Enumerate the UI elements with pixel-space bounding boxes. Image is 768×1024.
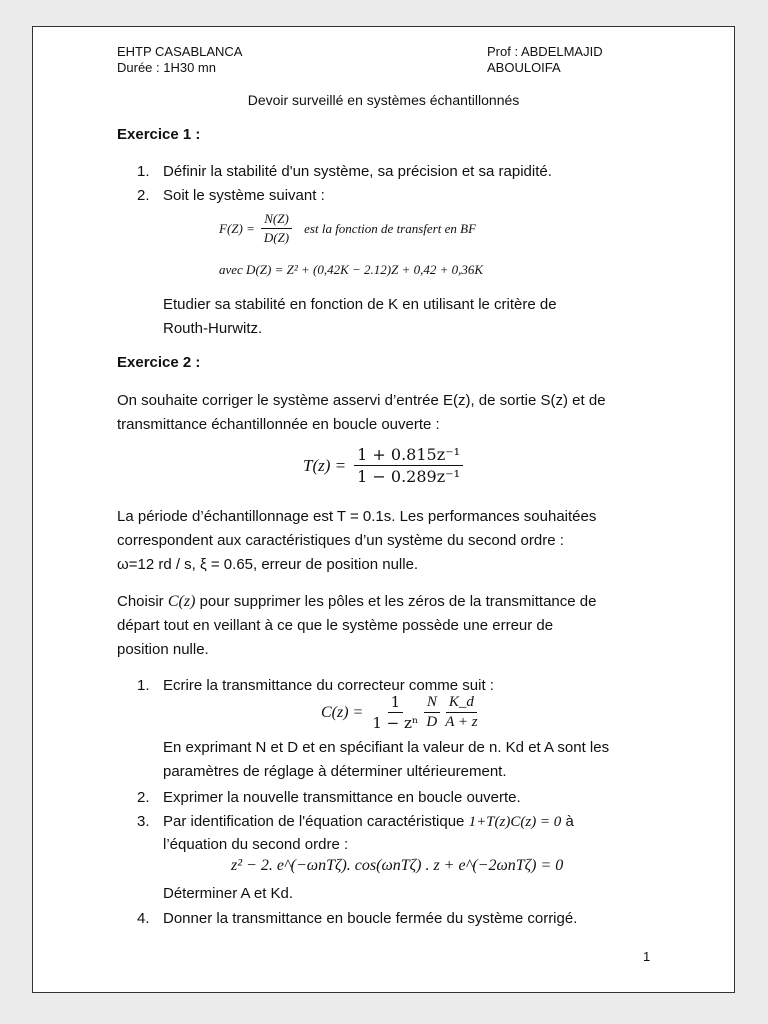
C-fraction-1: [369, 693, 421, 732]
school-name: EHTP CASABLANCA: [117, 44, 243, 59]
C-f3-numerator: K_d: [446, 694, 477, 713]
ex2-performance-line2: correspondent aux caractéristiques d’un système du second ordre :: [117, 532, 564, 549]
C-f2-numerator: N: [424, 694, 440, 713]
exercise-2-heading: Exercice 2 :: [117, 354, 201, 371]
header-left: [117, 44, 242, 76]
ex1-q2-text: Soit le système suivant :: [163, 187, 325, 204]
corrector-transmittance: [321, 693, 481, 732]
header-right: [487, 44, 603, 76]
exam-page: [32, 26, 735, 993]
C-f1-numerator: 1: [388, 693, 404, 713]
T-fraction: [354, 445, 463, 486]
ex1-q2-instruction-line1: Etudier sa stabilité en fonction de K en utilisant le critère de: [163, 296, 557, 313]
ex2-i1-number: 1.: [137, 677, 150, 694]
ex2-i4-text: Donner la transmittance en boucle fermée du système corrigé.: [163, 910, 578, 927]
choose-cz: C(z): [167, 593, 196, 610]
eq1-lhs: F(Z) =: [219, 220, 255, 236]
open-loop-transmittance: [303, 445, 463, 486]
second-order-equation: z² − 2. e^(−ωnTζ). cos(ωnTζ) . z + e^(−2ωnTζ) = 0: [231, 857, 564, 874]
ex2-intro-line1: On souhaite corriger le système asservi d’entrée E(z), de sortie S(z) et de: [117, 392, 606, 409]
ex2-item-3: [137, 810, 657, 834]
C-f1-denominator: 1 − zⁿ: [372, 714, 419, 732]
C-f2-denominator: D: [426, 714, 438, 730]
exam-duration: Durée : 1H30 mn: [117, 60, 216, 75]
ex2-i1-detail-line2: paramètres de réglage à déterminer ultérieurement.: [163, 763, 507, 780]
ex2-i3-equation: 1+T(z)C(z) = 0: [468, 814, 562, 830]
ex1-q1-number: 1.: [137, 163, 150, 180]
ex2-performance-line1: La période d’échantillonnage est T = 0.1s. Les performances souhaitées: [117, 508, 597, 525]
eq1-fraction: [261, 211, 292, 246]
ex1-q1-text: Définir la stabilité d'un système, sa précision et sa rapidité.: [163, 163, 552, 180]
C-f3-denominator: A + z: [445, 714, 478, 730]
eq1-numerator: N(Z): [261, 211, 292, 229]
T-denominator: 1 − 0.289z⁻¹: [357, 467, 460, 486]
document-title: Devoir surveillé en systèmes échantillonnés: [247, 92, 520, 108]
ex2-performance-line3: ω=12 rd / s, ξ = 0.65, erreur de position nulle.: [117, 556, 419, 573]
C-fraction-2: [423, 694, 440, 731]
ex1-q2-number: 2.: [137, 187, 150, 204]
ex2-i1-text: Ecrire la transmittance du correcteur comme suit :: [163, 677, 494, 694]
ex2-choose-line2: départ tout en veillant à ce que le système possède une erreur de: [117, 617, 554, 634]
C-fraction-3: [442, 694, 480, 731]
C-lhs: C(z) =: [321, 703, 364, 721]
choose-word: Choisir: [117, 593, 164, 610]
ex1-question-2: [137, 184, 657, 207]
ex2-i2-number: 2.: [137, 789, 150, 806]
ex2-i1-detail-line1: En exprimant N et D et en spécifiant la valeur de n. Kd et A sont les: [163, 739, 610, 756]
ex2-i3-text-b: à: [565, 813, 574, 830]
ex2-i4-number: 4.: [137, 910, 150, 927]
ex2-intro-line2: transmittance échantillonnée en boucle ouverte :: [117, 416, 440, 433]
exercise-1-heading: Exercice 1 :: [117, 126, 201, 143]
ex2-i3-text-a: Par identification de l'équation caractéristique: [163, 813, 465, 830]
ex2-item-2: [137, 786, 657, 809]
ex2-i3-line3: Déterminer A et Kd.: [163, 885, 294, 902]
choose-rest: pour supprimer les pôles et les zéros de la transmittance de: [199, 593, 597, 610]
eq1-denominator: D(Z): [263, 230, 290, 245]
page-number: 1: [643, 949, 651, 964]
ex2-choose-line3: position nulle.: [117, 641, 209, 658]
T-numerator: 1 + 0.815z⁻¹: [354, 445, 463, 466]
transfer-function-equation: [219, 211, 476, 246]
T-lhs: T(z) =: [303, 455, 347, 475]
ex2-choose-line1: [117, 590, 657, 613]
eq1-description: est la fonction de transfert en BF: [304, 220, 477, 236]
ex2-i3-number: 3.: [137, 813, 150, 830]
professor-name-line2: ABOULOIFA: [487, 60, 561, 75]
ex2-i3-line2: l’équation du second ordre :: [163, 836, 349, 853]
ex1-question-1: [137, 160, 657, 183]
ex2-item-4: [137, 907, 657, 930]
ex1-q2-instruction-line2: Routh-Hurwitz.: [163, 320, 263, 337]
ex2-i2-text: Exprimer la nouvelle transmittance en boucle ouverte.: [163, 789, 521, 806]
characteristic-polynomial: avec D(Z) = Z² + (0,42K − 2.12)Z + 0,42 + 0,36K: [219, 262, 484, 277]
professor-name-line1: Prof : ABDELMAJID: [487, 44, 603, 59]
